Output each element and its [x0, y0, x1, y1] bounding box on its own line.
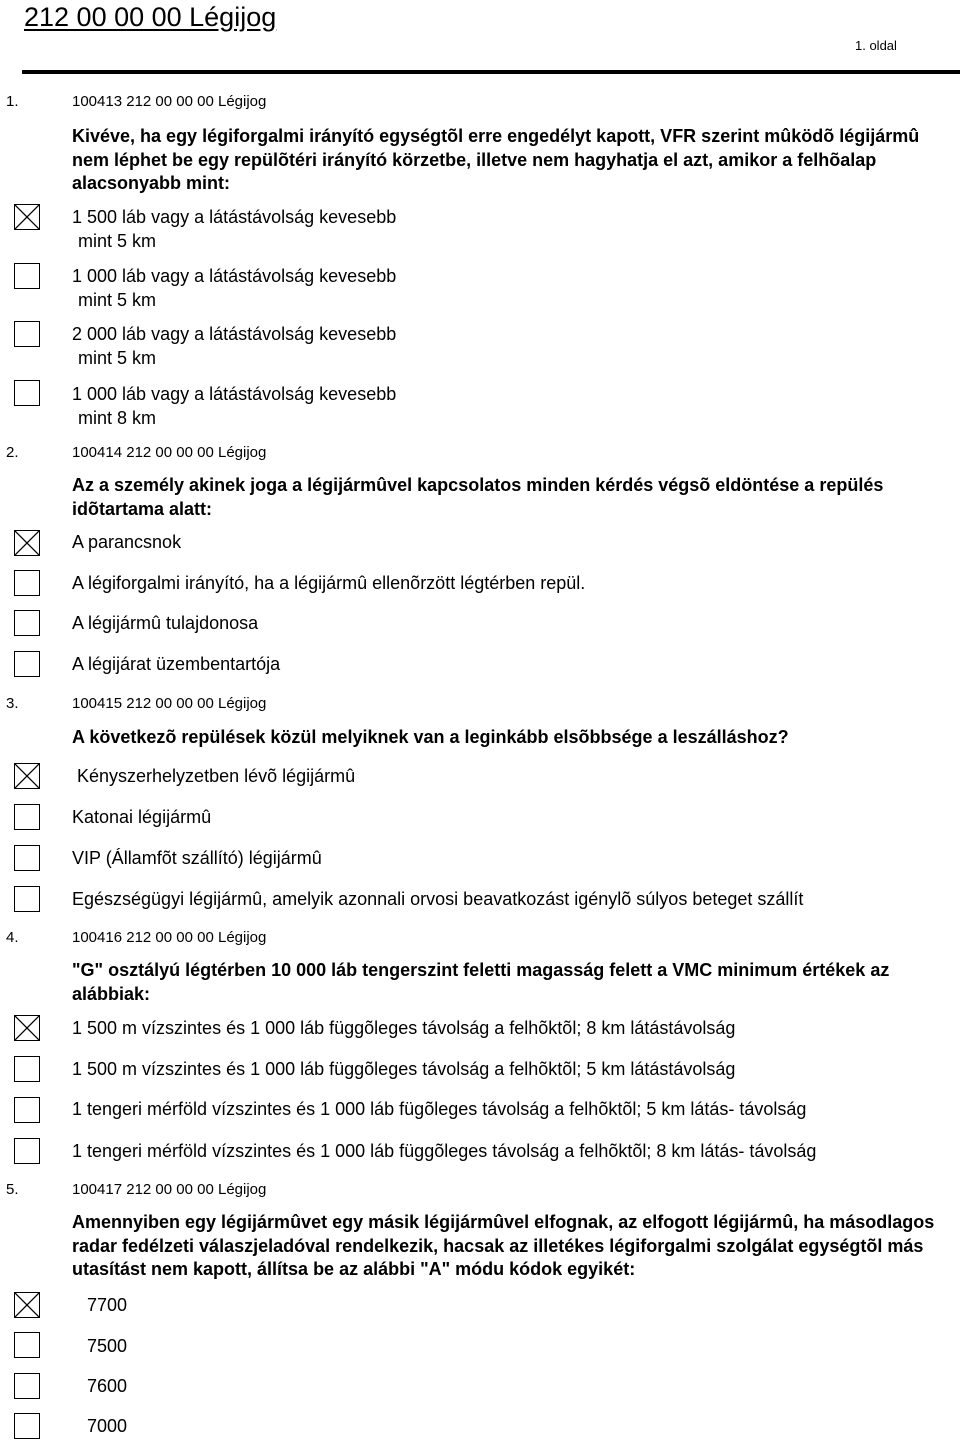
- answer-option: [72, 846, 942, 870]
- answer-checkbox[interactable]: [14, 1373, 40, 1399]
- question-code: 100414 212 00 00 00 Légijog: [72, 444, 267, 461]
- answer-text: VIP (Államfõt szállító) légijármû: [72, 848, 322, 868]
- answer-text: 1 000 láb vagy a látástávolság kevesebb: [72, 266, 397, 286]
- answer-option: [72, 571, 942, 595]
- answer-option: [72, 1139, 942, 1163]
- question-number: 1.: [6, 93, 19, 110]
- question-1-header: [6, 93, 266, 111]
- answer-checkbox[interactable]: [14, 1056, 40, 1082]
- answer-option: [72, 322, 942, 370]
- question-3-text: A következõ repülések közül melyiknek van a leginkább elsõbbsége a leszálláshoz?: [72, 727, 789, 747]
- question-code: 100413 212 00 00 00 Légijog: [72, 93, 267, 110]
- answer-text: A légijármû tulajdonosa: [72, 613, 259, 633]
- answer-text: A parancsnok: [72, 532, 182, 552]
- answer-checkbox-checked[interactable]: [14, 763, 40, 789]
- question-code: 100416 212 00 00 00 Légijog: [72, 929, 267, 946]
- answer-checkbox[interactable]: [14, 1138, 40, 1164]
- answer-checkbox[interactable]: [14, 1413, 40, 1439]
- answer-option: [72, 530, 942, 554]
- answer-option: [72, 652, 942, 676]
- answer-option: [72, 1374, 942, 1398]
- question-3-header: [6, 695, 266, 713]
- answer-checkbox-checked[interactable]: [14, 1292, 40, 1318]
- answer-text: 1 tengeri mérföld vízszintes és 1 000 láb fügõleges távolság a felhõktõl; 5 km látás- távolság: [72, 1099, 807, 1119]
- answer-checkbox[interactable]: [14, 845, 40, 871]
- answer-option: [72, 887, 942, 911]
- question-number: 2.: [6, 444, 19, 461]
- answer-option: [72, 1414, 942, 1438]
- answer-option: [72, 382, 942, 430]
- question-code: 100415 212 00 00 00 Légijog: [72, 695, 267, 712]
- answer-text: 1 500 m vízszintes és 1 000 láb függõleges távolság a felhõktõl; 5 km látástávolság: [72, 1059, 736, 1079]
- answer-text: 1 500 láb vagy a látástávolság kevesebb: [72, 207, 397, 227]
- question-number: 5.: [6, 1181, 19, 1198]
- answer-option: [72, 1016, 942, 1040]
- answer-checkbox-checked[interactable]: [14, 1015, 40, 1041]
- answer-checkbox[interactable]: [14, 263, 40, 289]
- answer-checkbox[interactable]: [14, 610, 40, 636]
- page-number: 1. oldal: [855, 38, 897, 53]
- question-5-text: Amennyiben egy légijármûvet egy másik légijármûvel elfognak, az elfogott légijármû, ha másodlagos radar fedélzeti válaszjeladóval rendelkezik, hacsak az illetékes légiforgalmi szolgálat egységtõl más utasítást nem kapott, állítsa be az alábbi "A" módu kódok egyikét:: [72, 1212, 935, 1279]
- question-number: 4.: [6, 929, 19, 946]
- answer-option: [72, 1097, 942, 1121]
- answer-option: [72, 1334, 942, 1358]
- answer-checkbox[interactable]: [14, 380, 40, 406]
- answer-option: [72, 205, 942, 253]
- answer-checkbox-checked[interactable]: [14, 530, 40, 556]
- answer-text: Katonai légijármû: [72, 807, 212, 827]
- answer-text: A légijárat üzembentartója: [72, 654, 281, 674]
- answer-checkbox[interactable]: [14, 651, 40, 677]
- answer-text-continued: mint 8 km: [78, 408, 157, 428]
- answer-text: 2 000 láb vagy a látástávolság kevesebb: [72, 324, 397, 344]
- answer-text: 1 500 m vízszintes és 1 000 láb függõleges távolság a felhõktõl; 8 km látástávolság: [72, 1018, 736, 1038]
- answer-option: [72, 764, 942, 788]
- question-5-header: [6, 1181, 266, 1199]
- answer-option: [72, 611, 942, 635]
- answer-text: Egészségügyi légijármû, amelyik azonnali orvosi beavatkozást igénylõ súlyos beteget szállít: [72, 889, 804, 909]
- answer-text: 7700: [72, 1295, 128, 1315]
- answer-checkbox[interactable]: [14, 1097, 40, 1123]
- answer-checkbox-checked[interactable]: [14, 204, 40, 230]
- answer-text: Kényszerhelyzetben lévõ légijármû: [72, 766, 356, 786]
- header-divider: [22, 70, 960, 74]
- answer-text: 1 000 láb vagy a látástávolság kevesebb: [72, 384, 397, 404]
- question-2-text: Az a személy akinek joga a légijármûvel kapcsolatos minden kérdés végsõ eldöntése a repülés idõtartama alatt:: [72, 475, 884, 519]
- answer-checkbox[interactable]: [14, 886, 40, 912]
- answer-text: 7500: [72, 1336, 128, 1356]
- answer-option: [72, 805, 942, 829]
- answer-text-continued: mint 5 km: [78, 231, 157, 251]
- answer-checkbox[interactable]: [14, 804, 40, 830]
- question-4-header: [6, 929, 266, 947]
- question-code: 100417 212 00 00 00 Légijog: [72, 1181, 267, 1198]
- question-4-text: "G" osztályú légtérben 10 000 láb tengerszint feletti magasság felett a VMC minimum értékek az alábbiak:: [72, 960, 890, 1004]
- answer-checkbox[interactable]: [14, 1332, 40, 1358]
- answer-text: 7600: [72, 1376, 128, 1396]
- question-number: 3.: [6, 695, 19, 712]
- page-title: 212 00 00 00 Légijog: [24, 2, 277, 32]
- answer-text: A légiforgalmi irányító, ha a légijármû ellenõrzött légtérben repül.: [72, 573, 586, 593]
- answer-option: [72, 264, 942, 312]
- answer-text: 1 tengeri mérföld vízszintes és 1 000 láb függõleges távolság a felhõktõl; 8 km látás- távolság: [72, 1141, 817, 1161]
- answer-checkbox[interactable]: [14, 321, 40, 347]
- answer-text-continued: mint 5 km: [78, 290, 157, 310]
- answer-option: [72, 1293, 942, 1317]
- answer-text: 7000: [72, 1416, 128, 1436]
- question-2-header: [6, 444, 266, 462]
- answer-text-continued: mint 5 km: [78, 348, 157, 368]
- question-1-text: Kivéve, ha egy légiforgalmi irányító egységtõl erre engedélyt kapott, VFR szerint mûködõ légijármû nem léphet be egy repülõtéri irányító körzetbe, illetve nem hagyhatja el azt, amikor a felhõalap alacsonyabb mint:: [72, 126, 920, 193]
- answer-checkbox[interactable]: [14, 570, 40, 596]
- answer-option: [72, 1057, 942, 1081]
